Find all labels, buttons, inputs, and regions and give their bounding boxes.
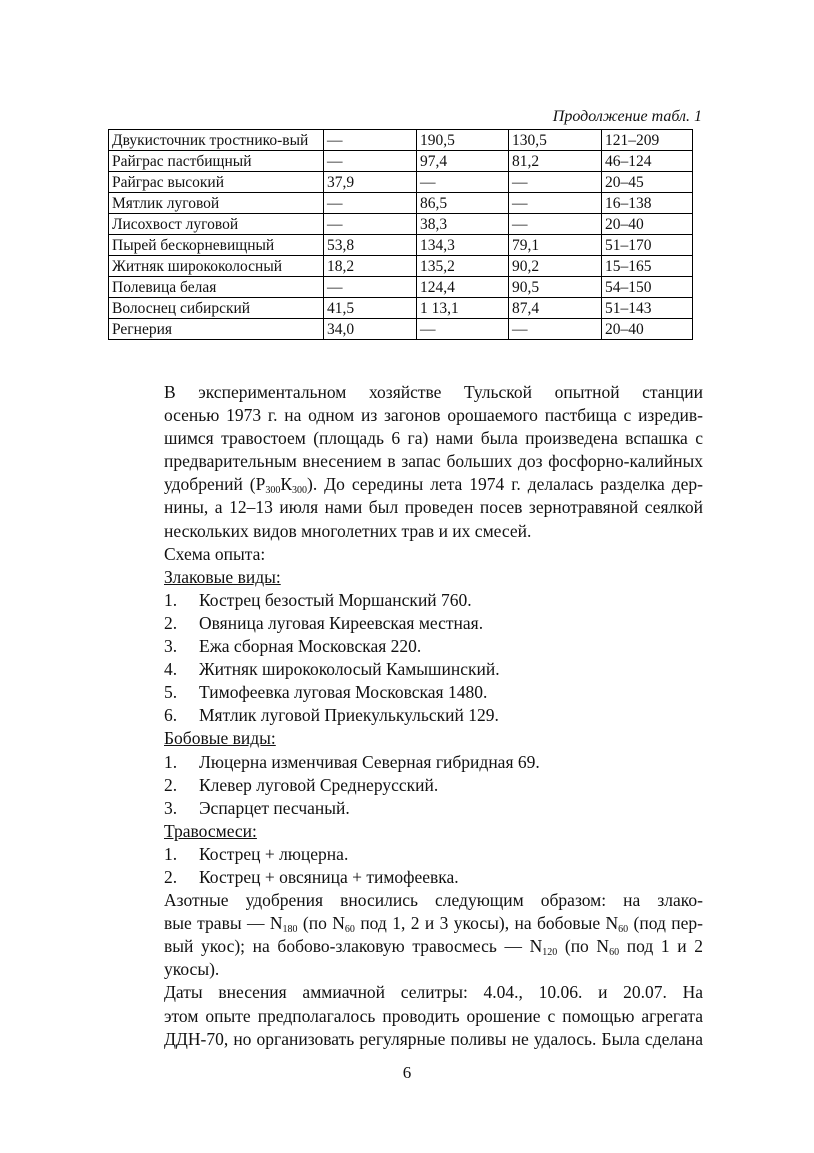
scheme-group-title [109, 820, 703, 843]
group-title-text: Злаковые виды: [164, 566, 281, 587]
table-cell-value: 41,5 [324, 298, 417, 319]
text-line [109, 935, 703, 958]
table-cell-value: 20–40 [602, 214, 693, 235]
table-cell-value: 1 13,1 [417, 298, 509, 319]
table-cell-value: 18,2 [324, 256, 417, 277]
text-fragment: (по N [557, 936, 610, 957]
list-item [109, 612, 703, 635]
table-cell-species: Райграс пастбищный [109, 151, 324, 172]
subscript: 180 [282, 924, 298, 936]
table-cell-value: 86,5 [417, 193, 509, 214]
table-cell-value: 190,5 [417, 130, 509, 151]
subscript: 60 [344, 924, 355, 936]
page-number: 6 [402, 1063, 412, 1082]
text-line: нины, а 12–13 июля нами был проведен посев зернотравяной сеялкой [164, 497, 703, 518]
table-cell-value: — [324, 214, 417, 235]
table-cell-value: 135,2 [417, 256, 509, 277]
table-cell-value: — [509, 214, 602, 235]
table-cell-value: 134,3 [417, 235, 509, 256]
scheme-group-title [109, 566, 703, 589]
text-line: укосы). [164, 959, 220, 980]
list-item [109, 635, 703, 658]
subscript: 300 [265, 485, 281, 497]
table-row [109, 235, 693, 256]
scheme-group-title [109, 727, 703, 750]
table-cell-value: — [417, 319, 509, 340]
paragraph-3 [109, 981, 703, 1050]
list-item-text: Тимофеевка луговая Московская 1480. [199, 682, 488, 703]
table-row [109, 193, 693, 214]
list-item [109, 751, 703, 774]
list-item-number: 3. [164, 636, 178, 657]
table-cell-value: — [324, 151, 417, 172]
table-cell-value: 20–40 [602, 319, 693, 340]
text-line: Даты внесения аммиачной селитры: 4.04., 10.06. и 20.07. На [164, 982, 703, 1003]
table-cell-value: 97,4 [417, 151, 509, 172]
subscript: 60 [618, 924, 629, 936]
list-item [109, 681, 703, 704]
table-cell-species: Мятлик луговой [109, 193, 324, 214]
list-item [109, 866, 703, 889]
list-item-number: 4. [164, 659, 178, 680]
table-cell-species: Лисохвост луговой [109, 214, 324, 235]
table-cell-species: Райграс высокий [109, 172, 324, 193]
table-cell-value: — [509, 193, 602, 214]
text-line: ДДН-70, но организовать регулярные поливы не удалось. Была сделана [164, 1028, 703, 1049]
table-row [109, 172, 693, 193]
text-fragment: под 1, 2 и 3 укосы), на бобовые N [354, 913, 619, 934]
table-cell-value: 53,8 [324, 235, 417, 256]
list-item-text: Мятлик луговой Приекулькульский 129. [199, 705, 499, 726]
text-fragment: ). До середины лета 1974 г. делалась разделка дер- [307, 474, 703, 495]
table-cell-value: 34,0 [324, 319, 417, 340]
scheme-groups [109, 566, 703, 889]
list-item [109, 797, 703, 820]
text-fragment: под 1 и 2 [619, 936, 703, 957]
subscript: 60 [609, 947, 620, 959]
text-fragment: К [280, 474, 293, 495]
subscript: 120 [542, 947, 558, 959]
table-row [109, 277, 693, 298]
list-item-number: 2. [164, 866, 178, 887]
table-cell-value: 51–170 [602, 235, 693, 256]
table-cell-value: 46–124 [602, 151, 693, 172]
text-line [109, 912, 703, 935]
table-cell-species: Полевица белая [109, 277, 324, 298]
table-row [109, 298, 693, 319]
list-item [109, 774, 703, 797]
text-line: шимся травостоем (площадь 6 га) нами была произведена вспашка с [164, 428, 703, 449]
table-cell-value: — [417, 172, 509, 193]
table-cell-value: 90,5 [509, 277, 602, 298]
list-item-text: Эспарцет песчаный. [199, 797, 350, 818]
table-cell-species: Двукисточник тростнико-вый [109, 130, 324, 151]
list-item-text: Овяница луговая Киреевская местная. [199, 612, 484, 633]
text-line: Азотные удобрения вносились следующим образом: на злако- [164, 890, 703, 911]
text-line: этом опыте предполагалось проводить орошение с помощью агрегата [164, 1005, 703, 1026]
text-line [109, 473, 703, 496]
table-cell-value: — [509, 319, 602, 340]
table-row [109, 256, 693, 277]
table-row [109, 214, 693, 235]
main-text [109, 381, 703, 1051]
list-item-number: 5. [164, 682, 178, 703]
list-item-number: 1. [164, 589, 178, 610]
list-item-text: Кострец безостый Моршанский 760. [199, 589, 472, 610]
list-item [109, 658, 703, 681]
table-cell-value: 38,3 [417, 214, 509, 235]
table-row [109, 130, 693, 151]
table-cell-value: 20–45 [602, 172, 693, 193]
list-item-text: Люцерна изменчивая Северная гибридная 69. [199, 751, 540, 772]
scheme-title: Схема опыта: [164, 543, 266, 564]
table-cell-species: Регнерия [109, 319, 324, 340]
table-cell-value: — [324, 277, 417, 298]
text-fragment: вый укос); на бобово-злаковую травосмесь — N [164, 936, 543, 957]
table-cell-value: 90,2 [509, 256, 602, 277]
table-cell-species: Житняк ширококолосный [109, 256, 324, 277]
list-item-number: 2. [164, 612, 178, 633]
table-row [109, 319, 693, 340]
data-table [108, 129, 693, 340]
text-line: нескольких видов многолетних трав и их смесей. [164, 520, 532, 541]
table-cell-species: Пырей бескорневищный [109, 235, 324, 256]
text-fragment: вые травы — N [164, 913, 283, 934]
subscript: 300 [292, 485, 308, 497]
paragraph-2 [109, 889, 703, 981]
text-line: предварительным внесением в запас больших доз фосфорно-калийных [164, 451, 703, 472]
list-item [109, 589, 703, 612]
table-cell-value: 51–143 [602, 298, 693, 319]
table-cell-value: 37,9 [324, 172, 417, 193]
list-item-text: Кострец + овсяница + тимофеевка. [199, 866, 459, 887]
text-fragment: удобрений (Р [164, 474, 266, 495]
list-item-number: 1. [164, 751, 178, 772]
table-cell-value: 121–209 [602, 130, 693, 151]
list-item-text: Ежа сборная Московская 220. [199, 636, 422, 657]
list-item-text: Кострец + люцерна. [199, 843, 349, 864]
list-item-text: Клевер луговой Среднерусский. [199, 774, 439, 795]
list-item [109, 704, 703, 727]
table-cell-value: 79,1 [509, 235, 602, 256]
text-fragment: (по N [297, 913, 345, 934]
table-cell-value: — [509, 172, 602, 193]
table-row [109, 151, 693, 172]
table-cell-value: — [324, 130, 417, 151]
table-cell-value: 87,4 [509, 298, 602, 319]
paragraph-1 [109, 381, 703, 543]
list-item-number: 1. [164, 843, 178, 864]
list-item-number: 2. [164, 774, 178, 795]
table-cell-value: 16–138 [602, 193, 693, 214]
table-caption: Продолжение табл. 1 [552, 108, 702, 125]
group-title-text: Травосмеси: [164, 820, 257, 841]
table-cell-species: Волоснец сибирский [109, 298, 324, 319]
table-cell-value: 81,2 [509, 151, 602, 172]
list-item-text: Житняк ширококолосый Камышинский. [199, 659, 500, 680]
list-item-number: 6. [164, 705, 178, 726]
table-cell-value: 130,5 [509, 130, 602, 151]
text-line: осенью 1973 г. на одном из загонов орошаемого пастбища с изредив- [164, 405, 703, 426]
list-item-number: 3. [164, 797, 178, 818]
table-cell-value: 124,4 [417, 277, 509, 298]
text-fragment: (под пер- [628, 913, 704, 934]
table-cell-value: — [324, 193, 417, 214]
list-item [109, 843, 703, 866]
table-cell-value: 15–165 [602, 256, 693, 277]
group-title-text: Бобовые виды: [164, 728, 276, 749]
text-line: В экспериментальном хозяйстве Тульской опытной станции [164, 382, 703, 402]
table-cell-value: 54–150 [602, 277, 693, 298]
table-body [109, 130, 693, 340]
